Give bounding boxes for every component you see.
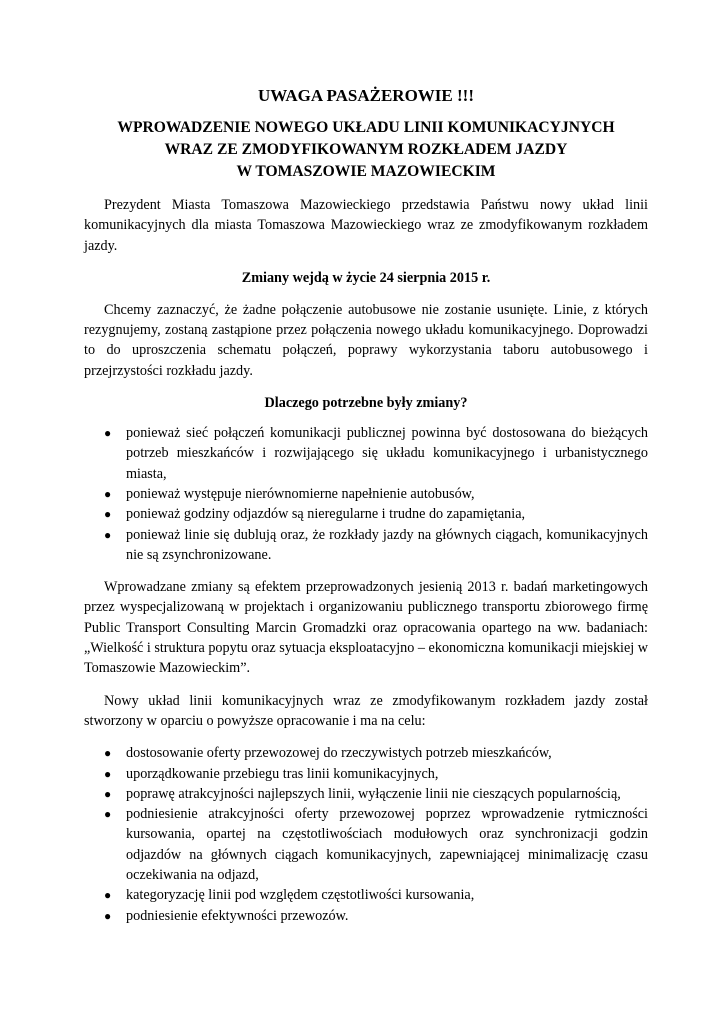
bullet-icon: ● xyxy=(104,486,112,501)
effective-date: Zmiany wejdą w życie 24 sierpnia 2015 r. xyxy=(241,269,491,286)
subtitle-line: WPROWADZENIE NOWEGO UKŁADU LINII KOMUNIKACYJNYCH xyxy=(117,119,615,136)
list-item: ● poprawę atrakcyjności najlepszych linii, wyłączenie linii nie cieszących popularnością, xyxy=(84,784,648,804)
goals-list xyxy=(84,743,648,926)
subtitle xyxy=(84,117,648,183)
paragraph-changes: Chcemy zaznaczyć, że żadne połączenie autobusowe nie zostanie usunięte. Linie, z których rezygnujemy, zostaną zastąpione przez połączenia nowego układu komunikacyjnego. Doprowadzi to do uproszczenia schematu połączeń, poprawy wykorzystania taboru autobusowego i przejrzystości rozkładu jazdy. xyxy=(84,301,648,379)
list-item: ● kategoryzację linii pod względem częstotliwości kursowania, xyxy=(84,885,648,905)
page-title: UWAGA PASAŻEROWIE !!! xyxy=(258,86,474,105)
list-item: ● ponieważ występuje nierównomierne napełnienie autobusów, xyxy=(84,484,648,504)
bullet-icon: ● xyxy=(104,807,112,822)
bullet-icon: ● xyxy=(104,507,112,522)
paragraph-study: Wprowadzane zmiany są efektem przeprowadzonych jesienią 2013 r. badań marketingowych przez wyspecjalizowaną w projektach i organizowaniu publicznego transportu zbiorowego firmę Public Transport Consulting Marcin Gromadzki oraz opracowania opartego na ww. badaniach: „Wielkość i struktura popytu oraz sytuacja eksploatacyjno – ekonomiczna komunikacji miejskiej w Tomaszowie Mazowieckim”. xyxy=(84,579,649,677)
list-item: ● podniesienie atrakcyjności oferty przewozowej poprzez wprowadzenie rytmiczności kursowania, opartej na częstotliwościach modułowych oraz synchronizacji godzin odjazdów na głównych ciągach komunikacyjnych, zapewniającej minimalizację czasu oczekiwania na odjazd, xyxy=(104,806,648,884)
bullet-icon: ● xyxy=(104,786,112,801)
bullet-icon: ● xyxy=(104,746,112,761)
subtitle-line: W TOMASZOWIE MAZOWIECKIM xyxy=(236,163,496,180)
list-item: ● ponieważ godziny odjazdów są nieregularne i trudne do zapamiętania, xyxy=(84,504,648,524)
bullet-icon: ● xyxy=(104,426,112,441)
why-heading: Dlaczego potrzebne były zmiany? xyxy=(264,395,468,412)
document-page xyxy=(84,86,648,926)
list-item: ● ponieważ linie się dublują oraz, że rozkłady jazdy na głównych ciągach, komunikacyjnych nie są zsynchronizowane. xyxy=(104,526,648,563)
bullet-icon: ● xyxy=(104,527,112,542)
list-item: ● ponieważ sieć połączeń komunikacji publicznej powinna być dostosowana do bieżących potrzeb mieszkańców i rozwijającego się układu komunikacyjnego i urbanistycznego miasta, xyxy=(104,425,648,482)
subtitle-line: WRAZ ZE ZMODYFIKOWANYM ROZKŁADEM JAZDY xyxy=(164,141,568,158)
intro-paragraph: Prezydent Miasta Tomaszowa Mazowieckiego przedstawia Państwu nowy układ linii komunikacyjnych dla miasta Tomaszowa Mazowieckiego wraz ze zmodyfikowanym rozkładem jazdy. xyxy=(84,197,648,254)
bullet-icon: ● xyxy=(104,766,112,781)
list-item: ● uporządkowanie przebiegu tras linii komunikacyjnych, xyxy=(84,764,648,784)
bullet-icon: ● xyxy=(104,908,112,923)
paragraph-goals-intro: Nowy układ linii komunikacyjnych wraz ze zmodyfikowanym rozkładem jazdy został stworzony w oparciu o powyższe opracowanie i ma na celu: xyxy=(84,692,648,729)
list-item: ● dostosowanie oferty przewozowej do rzeczywistych potrzeb mieszkańców, xyxy=(84,743,648,763)
reasons-list xyxy=(84,423,648,565)
list-item: ● podniesienie efektywności przewozów. xyxy=(84,906,648,926)
bullet-icon: ● xyxy=(104,888,112,903)
